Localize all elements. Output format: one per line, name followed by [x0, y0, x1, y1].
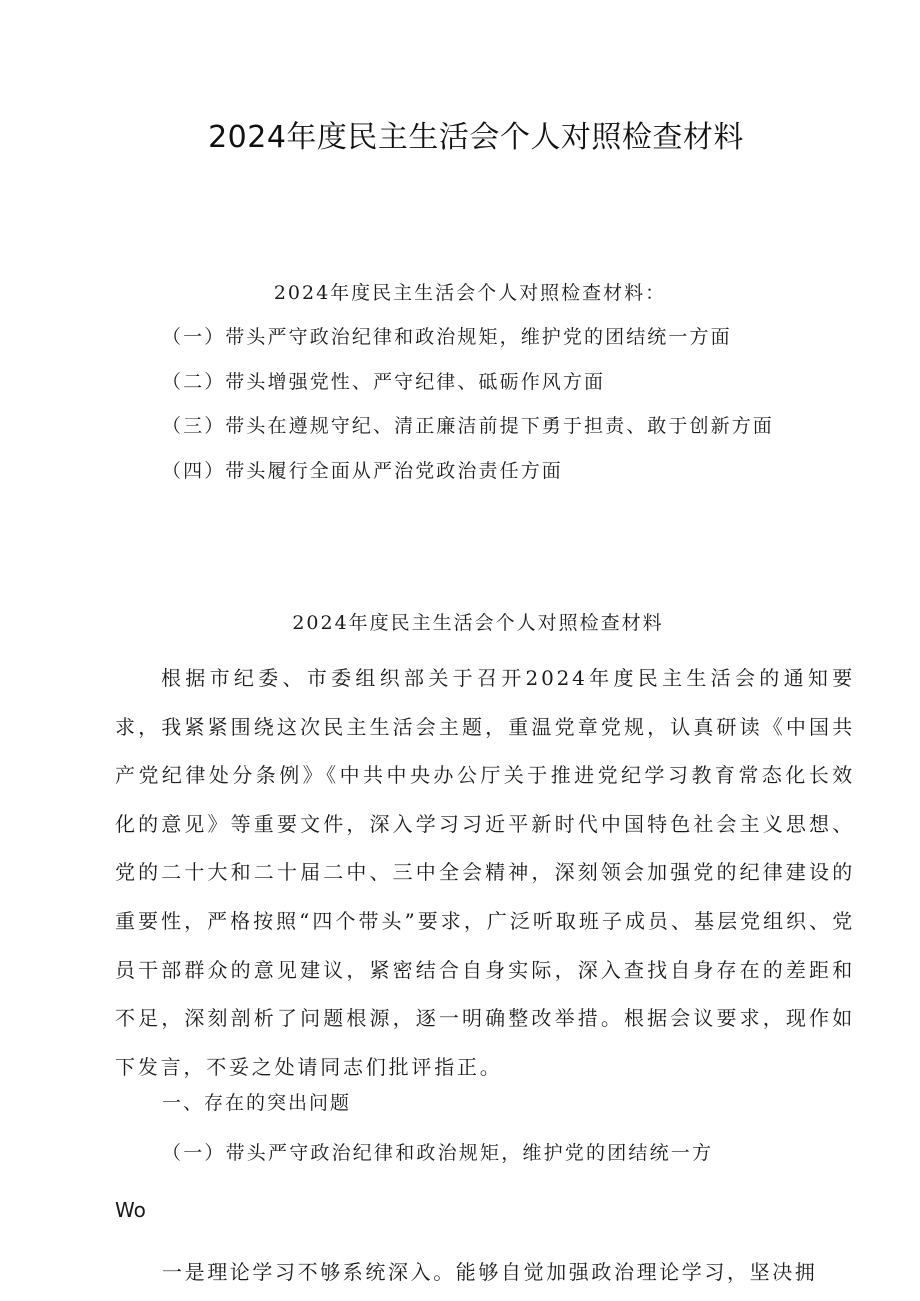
part-one-heading: 一、存在的突出问题	[162, 1092, 352, 1114]
toc-item: （二）带头增强党性、严守纪律、砥砺作风方面	[162, 370, 606, 393]
section-heading: 2024年度民主生活会个人对照检查材料	[292, 612, 664, 634]
intro-paragraph: 根据市纪委、市委组织部关于召开2024年度民主生活会的通知要求，我紧紧围绕这次民主生活会主题，重温党章党规，认真研读《中国共产党纪律处分条例》《中共中央办公厅关于推进党纪学习教育常态化长效化的意见》等重要文件，深入学习习近平新时代中国特色社会主义思想、党的二十大和二十届二中、三中全会精神，深刻领会加强党的纪律建设的重要性，严格按照“四个带头”要求，广泛听取班子成员、基层党组织、党员干部群众的意见建议，紧密结合自身实际，深入查找自身存在的差距和不足，深刻剖析了问题根源，逐一明确整改举措。根据会议要求，现作如下发言，不妥之处请同志们批评指正。	[115, 666, 855, 1079]
stray-text: Wo	[115, 1198, 146, 1222]
part-one-subheading: （一）带头严守政治纪律和政治规矩，维护党的团结统一方	[162, 1142, 714, 1164]
toc-heading: 2024年度民主生活会个人对照检查材料：	[273, 282, 667, 304]
toc-item: （四）带头履行全面从严治党政治责任方面	[162, 459, 563, 482]
toc-list	[162, 322, 862, 500]
toc-item: （一）带头严守政治纪律和政治规矩，维护党的团结统一方面	[162, 326, 732, 348]
first-point-line: 一是理论学习不够系统深入。能够自觉加强政治理论学习，坚决拥	[162, 1260, 818, 1284]
toc-item: （三）带头在遵规守纪、清正廉洁前提下勇于担责、敢于创新方面	[162, 415, 774, 437]
document-title: 2024年度民主生活会个人对照检查材料	[208, 120, 744, 155]
